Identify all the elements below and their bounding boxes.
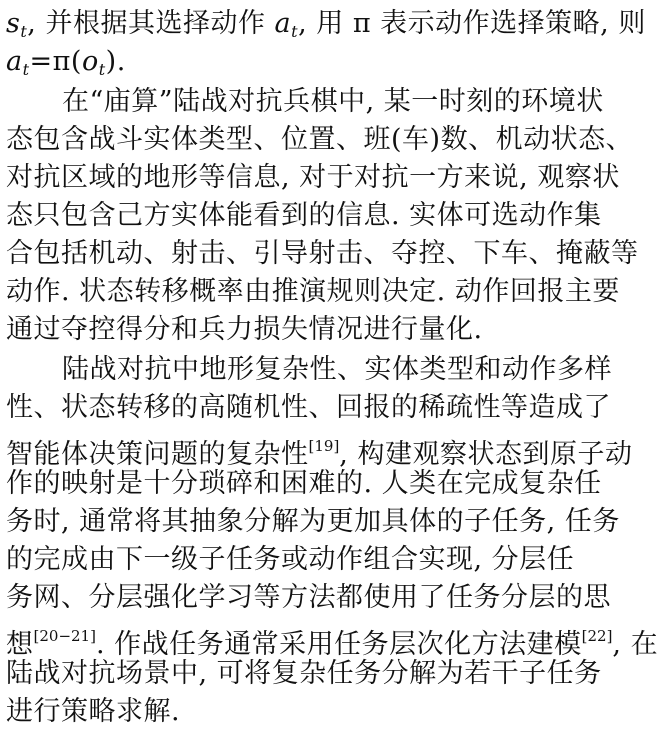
text-line-6: 态只包含己方实体能看到的信息. 实体可选动作集 bbox=[6, 200, 602, 231]
text-segment: 想 bbox=[6, 629, 34, 660]
text-line-18: 陆战对抗场景中, 可将复杂任务分解为若干子任务 bbox=[6, 658, 602, 689]
sub-t: t bbox=[22, 60, 30, 79]
var-a: a bbox=[6, 46, 23, 77]
sub-t: t bbox=[291, 22, 299, 41]
citation: [22] bbox=[581, 627, 613, 645]
text-line-11: 性、状态转移的高随机性、回报的稀疏性等造成了 bbox=[6, 392, 611, 423]
text-line-5: 对抗区域的地形等信息, 对于对抗一方来说, 观察状 bbox=[6, 162, 620, 193]
text-segment: =π( bbox=[29, 46, 82, 77]
sub-t: t bbox=[20, 22, 28, 41]
var-s: s bbox=[6, 8, 21, 39]
text-line-9: 通过夺控得分和兵力损失情况进行量化. bbox=[6, 314, 483, 345]
citation: [20−21] bbox=[33, 627, 96, 645]
text-segment: , 在 bbox=[612, 629, 658, 660]
text-segment: 智能体决策问题的复杂性 bbox=[6, 439, 309, 470]
text-line-14: 务时, 通常将其抽象分解为更加具体的子任务, 任务 bbox=[6, 506, 620, 537]
var-a: a bbox=[274, 8, 292, 39]
sub-t: t bbox=[98, 60, 106, 79]
text-segment: , 构建观察状态到原子动 bbox=[339, 439, 633, 470]
text-segment: . 作战任务通常采用任务层次化方法建模 bbox=[95, 629, 582, 660]
text-line-16: 务网、分层强化学习等方法都使用了任务分层的思 bbox=[6, 582, 611, 613]
text-line-13: 作的映射是十分琐碎和困难的. 人类在完成复杂任 bbox=[6, 468, 602, 499]
text-line-4: 态包含战斗实体类型、位置、班(车)数、机动状态、 bbox=[6, 124, 634, 155]
text-line-10: 陆战对抗中地形复杂性、实体类型和动作多样 bbox=[62, 354, 612, 385]
text-line-2 bbox=[6, 44, 126, 88]
text-segment: ). bbox=[105, 46, 126, 77]
citation: [19] bbox=[308, 437, 340, 455]
text-line-8: 动作. 状态转移概率由推演规则决定. 动作回报主要 bbox=[6, 276, 620, 307]
var-o: o bbox=[81, 46, 99, 77]
text-segment: , 并根据其选择动作 bbox=[27, 8, 275, 39]
text-line-15: 的完成由下一级子任务或动作组合实现, 分层任 bbox=[6, 544, 575, 575]
text-line-3: 在“庙算”陆战对抗兵棋中, 某一时刻的环境状 bbox=[62, 86, 604, 117]
text-line-7: 合包括机动、射击、引导射击、夺控、下车、掩蔽等 bbox=[6, 238, 639, 269]
text-line-19: 进行策略求解. bbox=[6, 696, 181, 727]
text-segment: , 用 π 表示动作选择策略, 则 bbox=[298, 8, 646, 39]
